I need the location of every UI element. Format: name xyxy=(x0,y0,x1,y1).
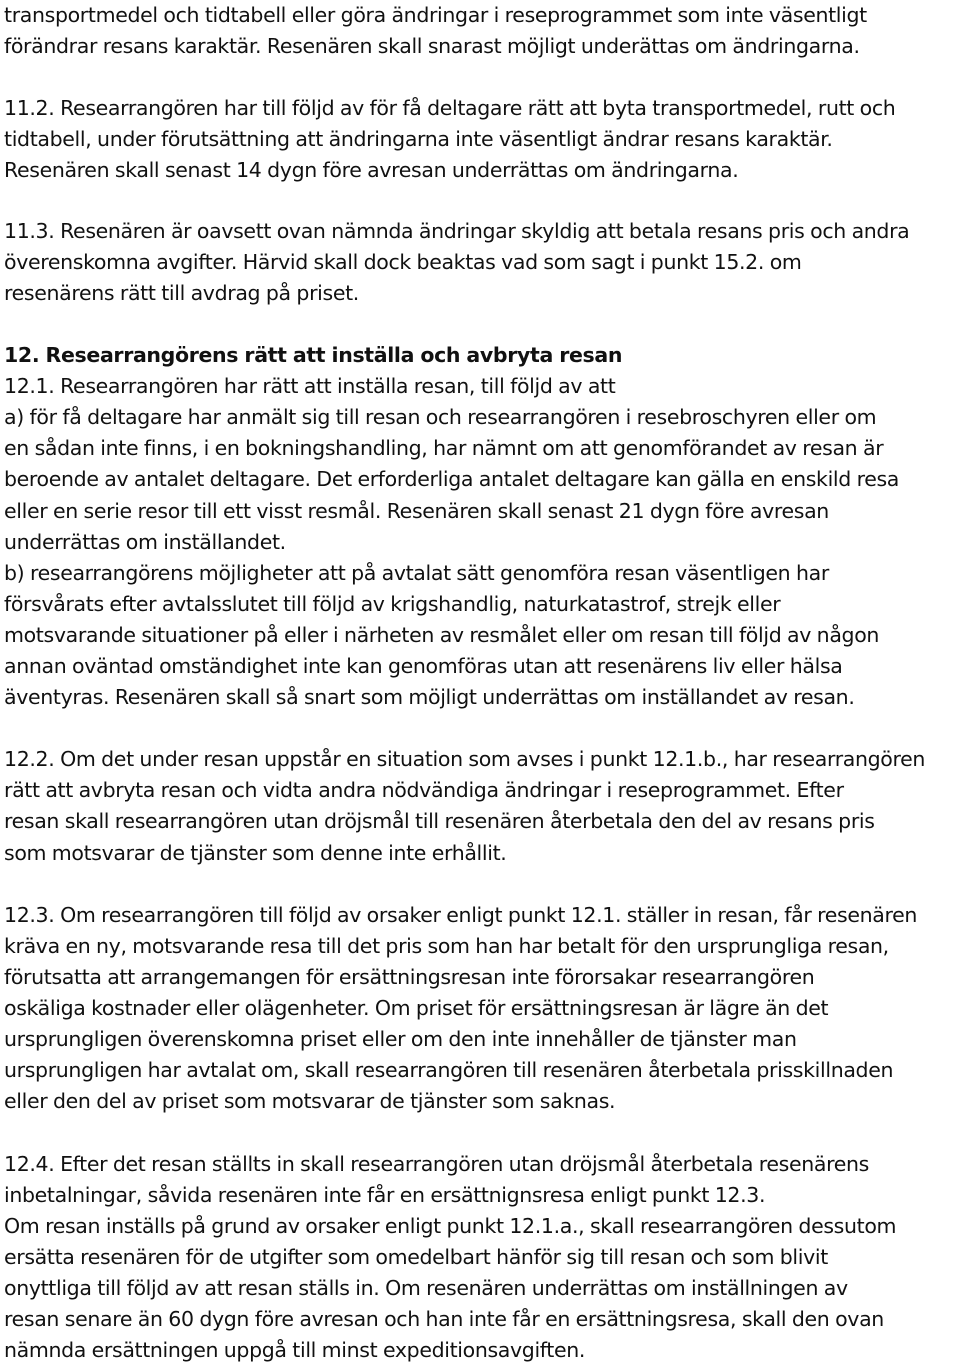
text-line: äventyras. Resenären skall så snart som möjligt underrättas om inställandet av resan. xyxy=(4,685,855,709)
text-line: underrättas om inställandet. xyxy=(4,530,286,554)
text-line: förändrar resans karaktär. Resenären skall snarast möjligt underättas om ändringarna. xyxy=(4,34,860,58)
text-line: eller den del av priset som motsvarar de tjänster som saknas. xyxy=(4,1089,616,1113)
clause-11-3: 11.3. Resenären är oavsett ovan nämnda ändringar skyldig att betala resans pris och andra xyxy=(4,219,910,243)
text-line: eller en serie resor till ett visst resmål. Resenären skall senast 21 dygn före avresan xyxy=(4,499,829,523)
text-line: motsvarande situationer på eller i närheten av resmålet eller om resan till följd av någon xyxy=(4,623,880,647)
clause-12-4: 12.4. Efter det resan ställts in skall researrangören utan dröjsmål återbetala resenärens xyxy=(4,1152,869,1176)
text-line: Om resan inställs på grund av orsaker enligt punkt 12.1.a., skall researrangören dessutom xyxy=(4,1214,897,1238)
text-line: ursprungligen har avtalat om, skall researrangören till resenären återbetala prisskillnaden xyxy=(4,1058,894,1082)
text-line: försvårats efter avtalsslutet till följd av krigshandlig, naturkatastrof, strejk eller xyxy=(4,592,781,616)
text-line: oskäliga kostnader eller olägenheter. Om priset för ersättningsresan är lägre än det xyxy=(4,996,829,1020)
text-line: transportmedel och tidtabell eller göra ändringar i reseprogrammet som inte väsentligt xyxy=(4,3,867,27)
text-line: beroende av antalet deltagare. Det erforderliga antalet deltagare kan gälla en enskild resa xyxy=(4,467,900,491)
text-line: resenärens rätt till avdrag på priset. xyxy=(4,281,359,305)
text-line: annan oväntad omständighet inte kan genomföras utan att resenärens liv eller hälsa xyxy=(4,654,843,678)
text-line: tidtabell, under förutsättning att ändringarna inte väsentligt ändrar resans karaktär. xyxy=(4,127,833,151)
text-line: a) för få deltagare har anmält sig till resan och researrangören i resebroschyren eller om xyxy=(4,405,877,429)
clause-12-1: 12.1. Researrangören har rätt att inställa resan, till följd av att xyxy=(4,374,616,398)
text-line: ersätta resenären för de utgifter som omedelbart hänför sig till resan och som blivit xyxy=(4,1245,828,1269)
text-line: överenskomna avgifter. Härvid skall dock beaktas vad som sagt i punkt 15.2. om xyxy=(4,250,802,274)
clause-11-2: 11.2. Researrangören har till följd av för få deltagare rätt att byta transportmedel, rutt och xyxy=(4,96,896,120)
clause-12-2: 12.2. Om det under resan uppstår en situation som avses i punkt 12.1.b., har researrangören xyxy=(4,747,926,771)
text-line: som motsvarar de tjänster som denne inte erhållit. xyxy=(4,841,507,865)
text-line: ursprungligen överenskomna priset eller om den inte innehåller de tjänster man xyxy=(4,1027,797,1051)
clause-12-3: 12.3. Om researrangören till följd av orsaker enligt punkt 12.1. ställer in resan, får resenären xyxy=(4,903,917,927)
text-line: förutsatta att arrangemangen för ersättningsresan inte förorsakar researrangören xyxy=(4,965,815,989)
text-line: onyttliga till följd av att resan ställs in. Om resenären underrättas om inställningen av xyxy=(4,1276,848,1300)
text-line: resan senare än 60 dygn före avresan och han inte får en ersättningsresa, skall den ovan xyxy=(4,1307,884,1331)
text-line: kräva en ny, motsvarande resa till det pris som han har betalt för den ursprungliga resan, xyxy=(4,934,889,958)
text-line: inbetalningar, såvida resenären inte får en ersättnignsresa enligt punkt 12.3. xyxy=(4,1183,766,1207)
text-line: en sådan inte finns, i en bokningshandling, har nämnt om att genomförandet av resan är xyxy=(4,436,884,460)
text-line: Resenären skall senast 14 dygn före avresan underrättas om ändringarna. xyxy=(4,158,739,182)
text-line: b) researrangörens möjligheter att på avtalat sätt genomföra resan väsentligen har xyxy=(4,561,829,585)
text-line: nämnda ersättningen uppgå till minst expeditionsavgiften. xyxy=(4,1338,586,1362)
text-line: resan skall researrangören utan dröjsmål till resenären återbetala den del av resans pris xyxy=(4,809,875,833)
section-12-heading: 12. Researrangörens rätt att inställa och avbryta resan xyxy=(4,343,623,367)
text-line: rätt att avbryta resan och vidta andra nödvändiga ändringar i reseprogrammet. Efter xyxy=(4,778,844,802)
